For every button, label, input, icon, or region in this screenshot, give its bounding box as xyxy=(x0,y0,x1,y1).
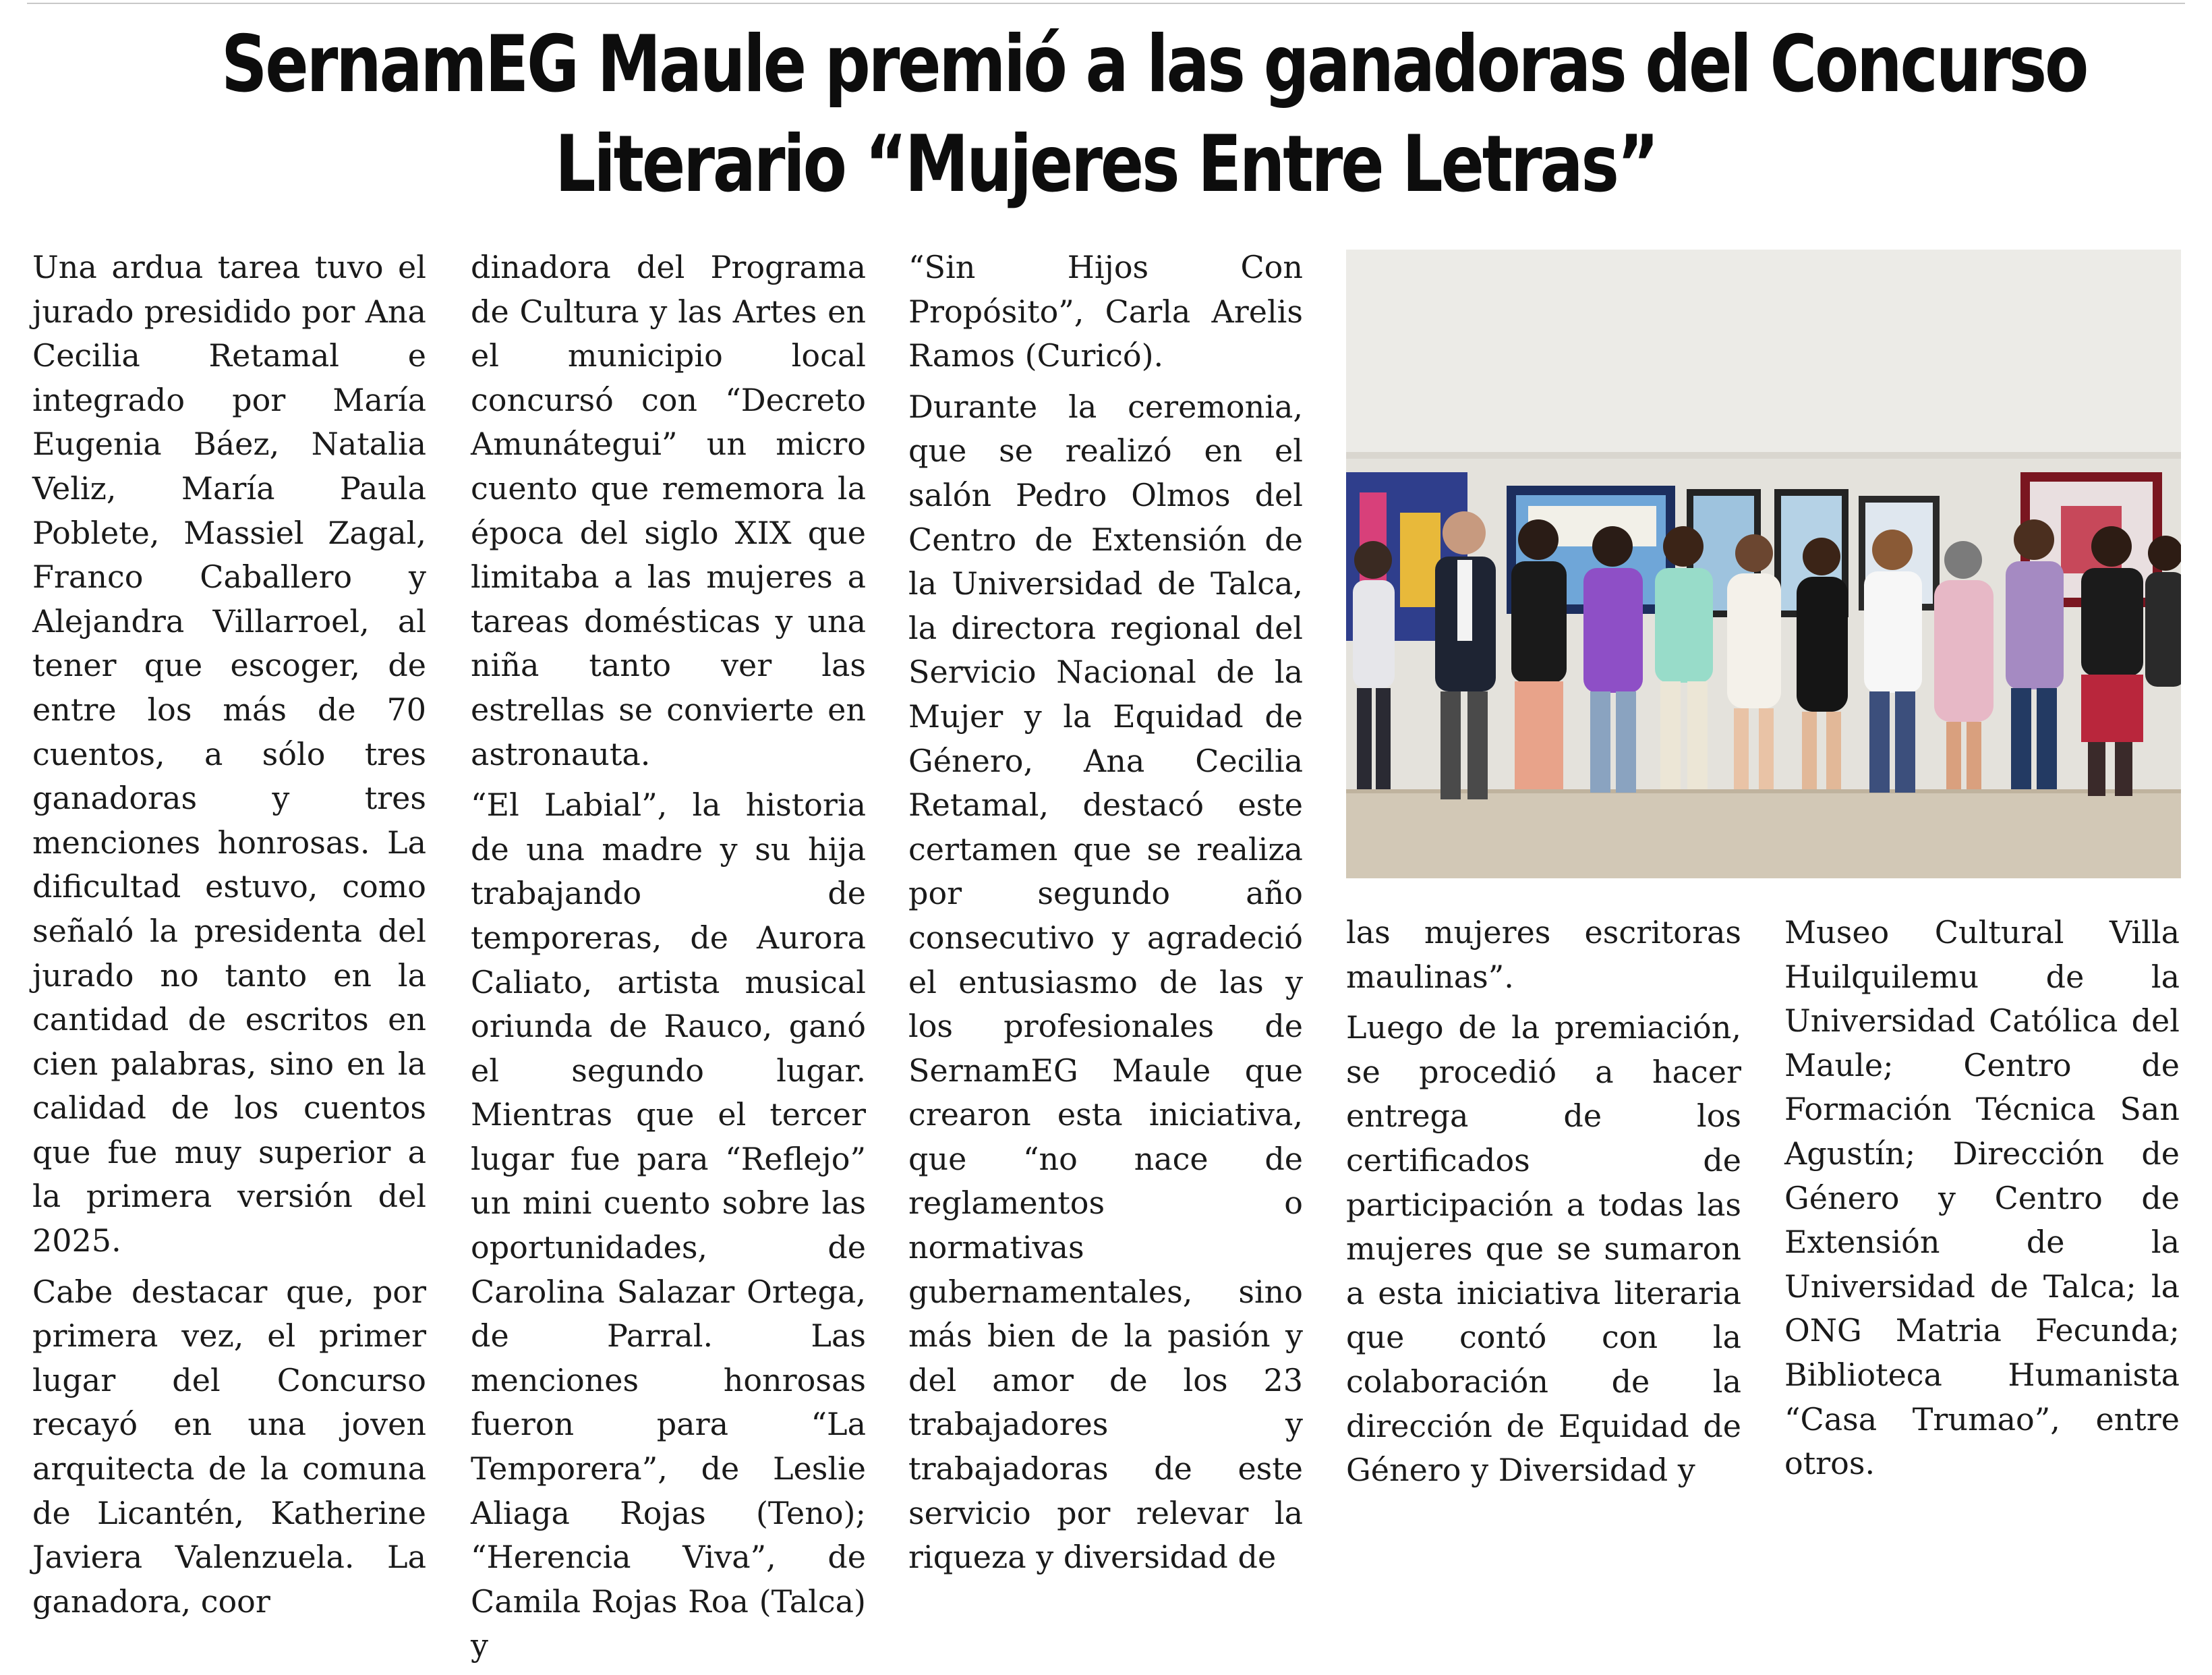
article-column-5 xyxy=(1784,911,2180,1493)
article-column-2 xyxy=(471,246,866,1675)
paragraph: dinadora del Programa de Cultura y las Artes en el municipio local concursó con “Decreto Amunátegui” un micro cuento que rememora la época del siglo XIX que limitaba a las mujeres a tareas domésticas y una niña tanto ver las estrellas se convierte en astronauta. xyxy=(471,249,866,772)
paragraph: Cabe destacar que, por primera vez, el primer lugar del Concurso recayó en una joven arquitecta de la comuna de Licantén, Katherine Javiera Valenzuela. La ganadora, coor xyxy=(32,1273,426,1620)
article-column-1 xyxy=(32,246,426,1630)
article-column-3 xyxy=(908,246,1303,1587)
paragraph: las mujeres escritoras maulinas”. xyxy=(1346,914,1741,995)
headline xyxy=(221,15,2087,215)
group-photo-illustration xyxy=(1346,250,2181,878)
paragraph: “Sin Hijos Con Propósito”, Carla Arelis Ramos (Curicó). xyxy=(908,249,1303,374)
paragraph: “El Labial”, la historia de una madre y su hija trabajando de temporeras, de Aurora Caliato, artista musical oriunda de Rauco, ganó el segundo lugar. Mientras que el tercer lugar fue para “Reflejo” un mini cuento sobre las oportunidades, de Carolina Salazar Ortega, de Parral. Las menciones honrosas fueron para “La Temporera”, de Leslie Aliaga Rojas (Teno); “Herencia Viva”, de Camila Rojas Roa (Talca) y xyxy=(471,787,866,1664)
headline-line-2: Literario “Mujeres Entre Letras” xyxy=(554,119,1658,210)
top-rule xyxy=(27,3,2185,4)
paragraph: Luego de la premiación, se procedió a hacer entrega de los certificados de participación a todas las mujeres que se sumaron a esta iniciativa literaria que contó con la colaboración de la dirección de Equidad de Género y Diversidad y xyxy=(1346,1009,1741,1489)
paragraph: Museo Cultural Villa Huilquilemu de la Universidad Católica del Maule; Centro de Formación Técnica San Agustín; Dirección de Género y Centro de Extensión de la Universidad de Talca; la ONG Matria Fecunda; Biblioteca Humanista “Casa Trumao”, entre otros. xyxy=(1784,914,2180,1482)
article-column-4 xyxy=(1346,911,1741,1500)
group-photo xyxy=(1346,250,2181,878)
paragraph: Durante la ceremonia, que se realizó en el salón Pedro Olmos del Centro de Extensión de la Universidad de Talca, la directora regional del Servicio Nacional de la Mujer y la Equidad de Género, Ana Cecilia Retamal, destacó este certamen que se realiza por segundo año consecutivo y agradeció el entusiasmo de las y los profesionales de SernamEG Maule que crearon esta iniciativa, que “no nace de reglamentos o normativas gubernamentales, sino más bien de la pasión y del amor de los 23 trabajadores y trabajadoras de este servicio por relevar la riqueza y diversidad de xyxy=(908,388,1303,1576)
paragraph: Una ardua tarea tuvo el jurado presidido por Ana Cecilia Retamal e integrado por María Eugenia Báez, Natalia Veliz, María Paula Poblete, Massiel Zagal, Franco Caballero y Alejandra Villarroel, al tener que escoger, de entre los más de 70 cuentos, a sólo tres ganadoras y tres menciones honrosas. La dificultad estuvo, como señaló la presidenta del jurado no tanto en la cantidad de escritos en cien palabras, sino en la calidad de los cuentos que fue muy superior a la primera versión del 2025. xyxy=(32,249,426,1259)
headline-line-1: SernamEG Maule premió a las ganadoras del Concurso xyxy=(221,19,2087,110)
